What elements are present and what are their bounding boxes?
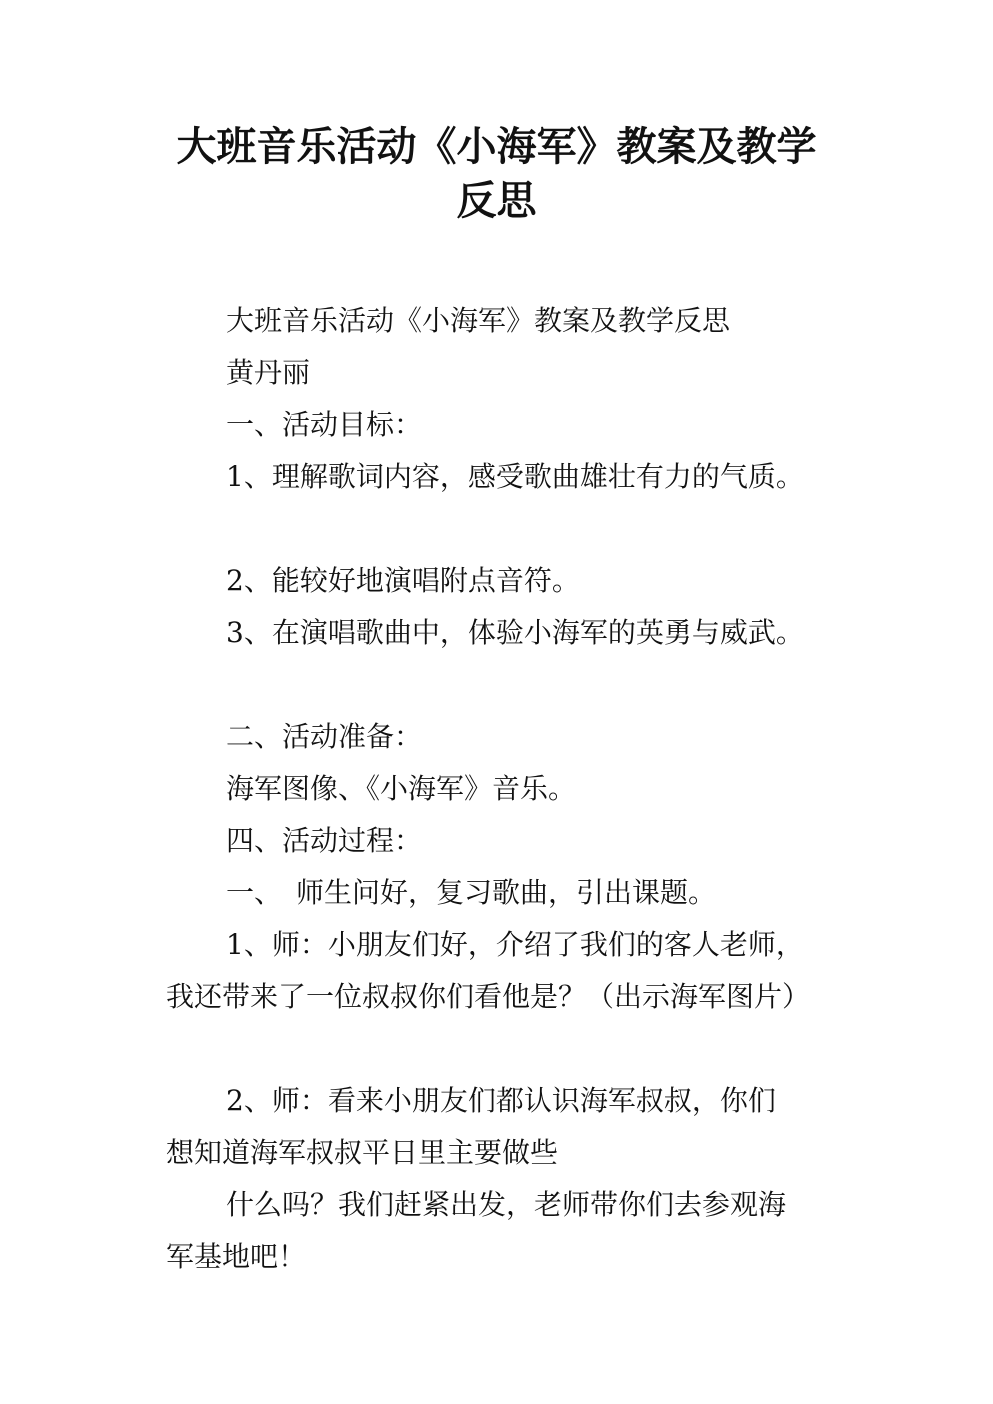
section-heading-goals: 一、活动目标： xyxy=(226,408,423,441)
process-step-1: 一、 师生问好，复习歌曲，引出课题。 xyxy=(226,876,717,909)
section-heading-process: 四、活动过程： xyxy=(226,824,423,857)
author-line: 黄丹丽 xyxy=(226,356,311,389)
preparation-text: 海军图像、《小海军》音乐。 xyxy=(226,772,577,805)
section-heading-preparation: 二、活动准备： xyxy=(226,720,423,753)
goal-item-1: 1、理解歌词内容，感受歌曲雄壮有力的气质。 xyxy=(226,460,804,493)
paragraph-line: 1、师：小朋友们好，介绍了我们的客人老师， xyxy=(226,928,804,961)
title-line-1: 大班音乐活动《小海军》教案及教学 xyxy=(176,124,817,170)
paragraph-line: 我还带来了一位叔叔你们看他是？（出示海军图片） xyxy=(166,980,811,1013)
paragraph-line: 想知道海军叔叔平日里主要做些 xyxy=(166,1136,559,1169)
paragraph-line: 2、师：看来小朋友们都认识海军叔叔，你们 xyxy=(226,1084,776,1117)
goal-item-2: 2、能较好地演唱附点音符。 xyxy=(226,564,580,597)
paragraph-line: 什么吗？我们赶紧出发，老师带你们去参观海 xyxy=(226,1188,787,1221)
goal-item-3: 3、在演唱歌曲中，体验小海军的英勇与威武。 xyxy=(226,616,804,649)
subtitle-line: 大班音乐活动《小海军》教案及教学反思 xyxy=(226,304,731,337)
title-line-2: 反思 xyxy=(456,178,537,224)
paragraph-line: 军基地吧！ xyxy=(166,1240,307,1273)
document-title xyxy=(0,120,993,228)
